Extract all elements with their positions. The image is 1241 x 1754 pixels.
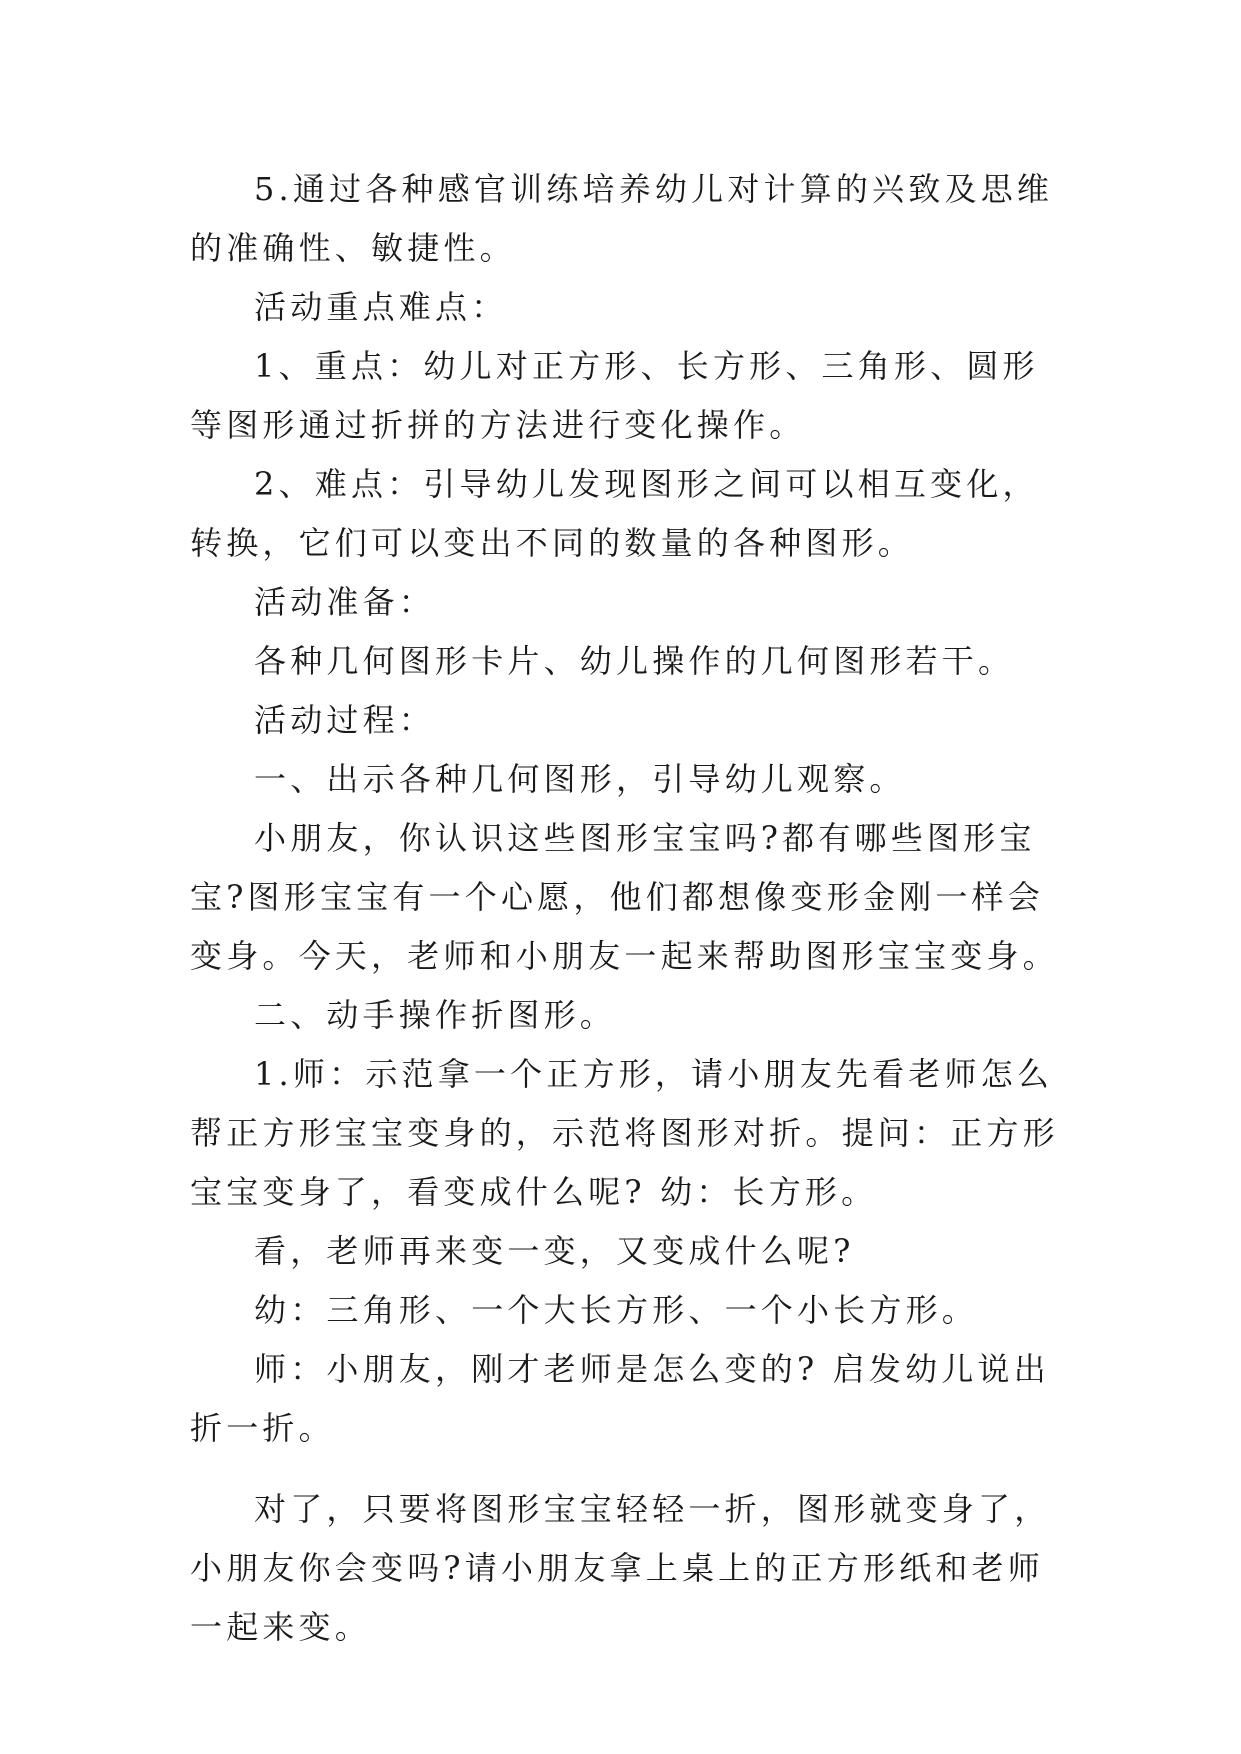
heading-key-difficult-points: 活动重点难点： xyxy=(254,288,508,326)
paragraph-teacher-question: 师：小朋友，刚才老师是怎么变的? 启发幼儿说出折一折。 xyxy=(190,1350,1050,1447)
paragraph-step-one: 一、出示各种几何图形，引导幼儿观察。 xyxy=(254,760,906,798)
paragraph-key-point: 1、重点：幼儿对正方形、长方形、三角形、圆形等图形通过折拼的方法进行变化操作。 xyxy=(190,347,1039,444)
paragraph-demo-fold: 1.师：示范拿一个正方形，请小朋友先看老师怎么帮正方形宝宝变身的，示范将图形对折。提问：正方形宝宝变身了，看变成什么呢? 幼：长方形。 xyxy=(190,1055,1059,1211)
paragraph-intro-dialogue: 小朋友，你认识这些图形宝宝吗?都有哪些图形宝宝?图形宝宝有一个心愿，他们都想像变形金刚一样会变身。今天，老师和小朋友一起来帮助图形宝宝变身。 xyxy=(190,819,1059,975)
paragraph-difficult-point: 2、难点：引导幼儿发现图形之间可以相互变化，转换，它们可以变出不同的数量的各种图形。 xyxy=(190,465,1039,562)
heading-preparation: 活动准备： xyxy=(254,583,436,621)
paragraph-child-answer: 幼：三角形、一个大长方形、一个小长方形。 xyxy=(254,1291,979,1329)
paragraph-teacher-again: 看，老师再来变一变，又变成什么呢? xyxy=(254,1232,855,1270)
paragraph-sensory-training: 5.通过各种感官训练培养幼儿对计算的兴致及思维的准确性、敏捷性。 xyxy=(190,170,1054,267)
paragraph-spacer xyxy=(190,1458,1070,1480)
document-page xyxy=(190,160,1070,1657)
paragraph-fold-invite: 对了，只要将图形宝宝轻轻一折，图形就变身了，小朋友你会变吗?请小朋友拿上桌上的正方形纸和老师一起来变。 xyxy=(190,1490,1051,1646)
heading-process: 活动过程： xyxy=(254,701,436,739)
paragraph-materials: 各种几何图形卡片、幼儿操作的几何图形若干。 xyxy=(254,642,1015,680)
paragraph-step-two: 二、动手操作折图形。 xyxy=(254,996,617,1034)
